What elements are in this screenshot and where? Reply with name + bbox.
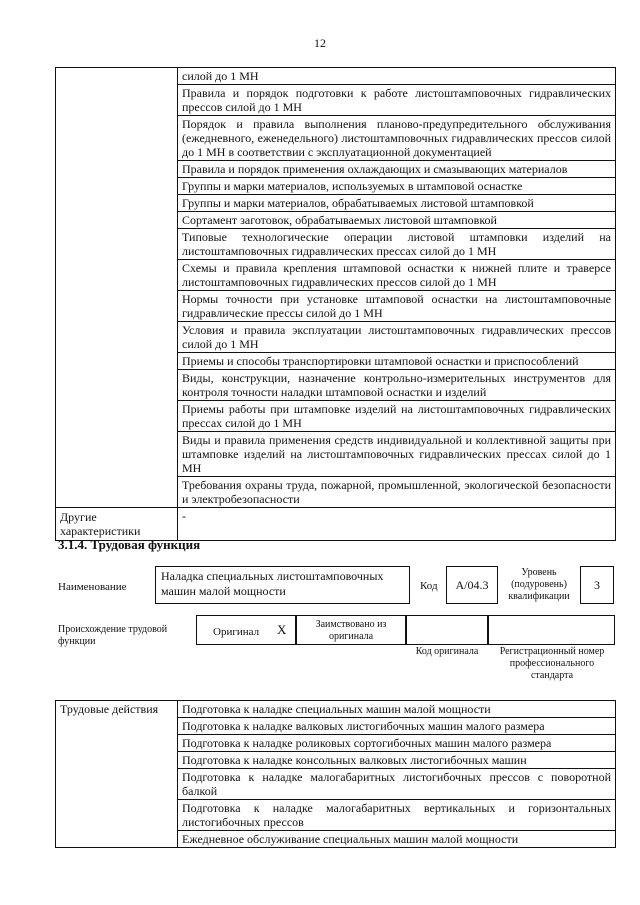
section-heading: 3.1.4. Трудовая функция <box>58 537 201 552</box>
function-name-box <box>155 566 410 604</box>
knowledge-item: Требования охраны труда, пожарной, промышленной, экологической безопасности и электробезопасности <box>178 477 616 508</box>
knowledge-item: Сортамент заготовок, обрабатываемых листовой штамповкой <box>178 212 616 229</box>
knowledge-item: Правила и порядок применения охлаждающих и смазывающих материалов <box>178 161 616 178</box>
function-name-value: Наладка специальных листоштамповочных машин малой мощности <box>161 569 384 598</box>
origin-original-cell <box>196 615 296 645</box>
labor-action-item: Подготовка к наладке малогабаритных листогибочных прессов с поворотной балкой <box>178 769 616 800</box>
knowledge-item: Группы и марки материалов, обрабатываемых листовой штамповкой <box>178 195 616 212</box>
original-label: Оригинал <box>213 626 260 638</box>
level-value: 3 <box>594 578 600 592</box>
borrowed-label: Заимствовано из оригинала <box>315 619 387 642</box>
labor-actions-label: Трудовые действия <box>56 701 178 848</box>
knowledge-item: Приемы и способы транспортировки штамповой оснастки и приспособлений <box>178 353 616 370</box>
knowledge-item: Условия и правила эксплуатации листоштамповочных гидравлических прессов силой до 1 МН <box>178 322 616 353</box>
labor-action-item: Подготовка к наладке роликовых сортогибочных машин малого размера <box>178 735 616 752</box>
labor-actions-table <box>55 700 616 848</box>
function-code-value: A/04.3 <box>455 578 489 592</box>
code-original-cell <box>406 615 488 645</box>
labor-action-item: Подготовка к наладке валковых листогибочных машин малого размера <box>178 718 616 735</box>
reg-number-cell <box>488 615 615 645</box>
knowledge-item: Виды, конструкции, назначение контрольно-измерительных инструментов для контроля точности наладки штамповой оснастки и изделий <box>178 370 616 401</box>
code-original-label: Код оригинала <box>415 646 479 657</box>
other-characteristics-label: Другие характеристики <box>56 508 178 541</box>
level-label: Уровень (подуровень) квалификации <box>508 567 570 602</box>
origin-label: Происхождение трудовой функции <box>58 624 168 647</box>
knowledge-table <box>55 67 616 541</box>
knowledge-label-cell <box>56 68 178 508</box>
knowledge-item: Правила и порядок подготовки к работе листоштамповочных гидравлических прессов силой до 1 МН <box>178 85 616 116</box>
table-row <box>56 701 616 718</box>
knowledge-item: Нормы точности при установке штамповой оснастки на листоштамповочные гидравлические прессы силой до 1 МН <box>178 291 616 322</box>
labor-action-item: Подготовка к наладке специальных машин малой мощности <box>178 701 616 718</box>
labor-action-item: Ежедневное обслуживание специальных машин малой мощности <box>178 831 616 848</box>
knowledge-item: Группы и марки материалов, используемых в штамповой оснастке <box>178 178 616 195</box>
knowledge-item: Порядок и правила выполнения планово-предупредительного обслуживания (ежедневного, еженедельного) листоштамповочных гидравлических прессов силой до 1 МН в соответствии с эксплуатационной документацией <box>178 116 616 161</box>
name-label: Наименование <box>58 581 127 593</box>
original-mark: X <box>277 622 287 637</box>
knowledge-item: силой до 1 МН <box>178 68 616 85</box>
knowledge-item: Схемы и правила крепления штамповой оснастки к нижней плите и траверсе листоштамповочных гидравлических прессов силой до 1 МН <box>178 260 616 291</box>
table-row <box>56 508 616 541</box>
knowledge-item: Приемы работы при штамповке изделий на листоштамповочных гидравлических прессах силой до 1 МН <box>178 401 616 432</box>
reg-number-label: Регистрационный номер профессионального стандарта <box>499 646 605 681</box>
function-code-box <box>446 566 498 604</box>
other-characteristics-value: - <box>178 508 616 541</box>
knowledge-item: Типовые технологические операции листовой штамповки изделий на листоштамповочных гидравлических прессах силой до 1 МН <box>178 229 616 260</box>
origin-borrowed-cell <box>296 615 406 645</box>
knowledge-item: Виды и правила применения средств индивидуальной и коллективной защиты при штамповке изделий на листоштамповочных гидравлических прессах силой до 1 МН <box>178 432 616 477</box>
level-box <box>580 566 614 604</box>
table-row <box>56 68 616 85</box>
labor-action-item: Подготовка к наладке консольных валковых листогибочных машин <box>178 752 616 769</box>
page-number: 12 <box>314 36 326 50</box>
labor-action-item: Подготовка к наладке малогабаритных вертикальных и горизонтальных листогибочных прессов <box>178 800 616 831</box>
code-label: Код <box>420 580 438 592</box>
